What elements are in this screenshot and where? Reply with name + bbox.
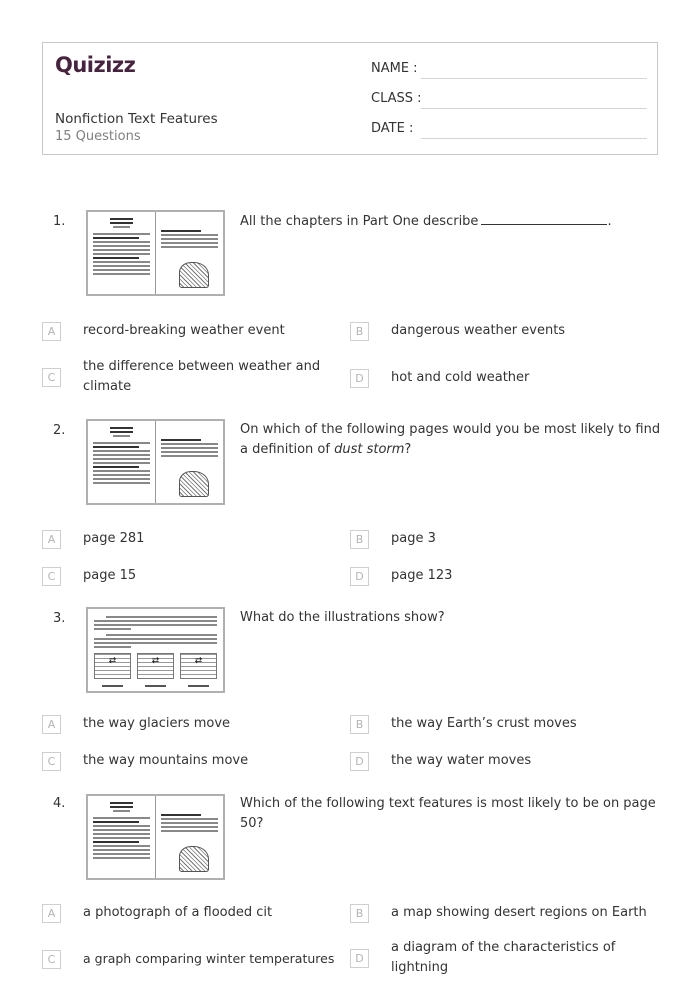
option-c[interactable]: [42, 949, 334, 969]
option-letter-box[interactable]: A: [42, 530, 61, 549]
answer-blank: [481, 213, 607, 225]
option-text: record-breaking weather event: [83, 323, 285, 338]
option-text: a diagram of the characteristics of lightning: [391, 940, 616, 975]
option-d[interactable]: [350, 566, 452, 586]
option-text: the way water moves: [391, 753, 532, 768]
option-text: a graph comparing winter temperatures: [83, 951, 335, 966]
option-d[interactable]: [350, 751, 531, 771]
convergent-boundary-illustration: [180, 653, 217, 679]
question-text: All the chapters in Part One describe .: [240, 214, 612, 229]
option-text: the way glaciers move: [83, 716, 231, 731]
question-text: What do the illustrations show?: [240, 610, 445, 625]
option-text: a map showing desert regions on Earth: [391, 905, 647, 920]
option-b[interactable]: [350, 529, 436, 549]
option-letter-box[interactable]: C: [42, 752, 61, 771]
option-letter-box[interactable]: C: [42, 950, 61, 969]
option-a[interactable]: [42, 321, 285, 341]
class-field[interactable]: [371, 91, 421, 106]
question-count: 15 Questions: [55, 129, 141, 144]
table-of-contents-image: [86, 210, 225, 296]
option-b[interactable]: [350, 321, 565, 341]
date-line[interactable]: [421, 138, 647, 139]
worksheet-title: Nonfiction Text Features: [55, 111, 218, 127]
option-text: the difference between weather and climate: [83, 359, 321, 394]
option-text: the way Earth’s crust moves: [391, 716, 577, 731]
option-text: a photograph of a flooded cit: [83, 905, 273, 920]
divergent-boundary-illustration: [94, 653, 131, 679]
class-label: CLASS :: [371, 91, 422, 106]
option-text: dangerous weather events: [391, 323, 566, 338]
option-b[interactable]: [350, 714, 577, 734]
option-d[interactable]: [350, 938, 641, 978]
name-field[interactable]: [371, 61, 421, 76]
option-letter-box[interactable]: B: [350, 530, 369, 549]
option-letter-box[interactable]: D: [350, 752, 369, 771]
option-text: page 15: [83, 568, 137, 583]
name-line[interactable]: [421, 78, 647, 79]
name-label: NAME :: [371, 61, 418, 76]
option-a[interactable]: [42, 529, 144, 549]
date-label: DATE :: [371, 121, 414, 136]
option-b[interactable]: [350, 903, 647, 923]
question-number: 3.: [53, 611, 66, 626]
worksheet-header: [42, 42, 658, 155]
option-letter-box[interactable]: A: [42, 322, 61, 341]
option-c[interactable]: [42, 566, 136, 586]
table-of-contents-image: [86, 794, 225, 880]
date-field[interactable]: [371, 121, 421, 136]
option-a[interactable]: [42, 903, 272, 923]
question-number: 2.: [53, 423, 66, 438]
option-a[interactable]: [42, 714, 230, 734]
option-letter-box[interactable]: C: [42, 567, 61, 586]
option-letter-box[interactable]: C: [42, 368, 61, 387]
option-text: page 281: [83, 531, 145, 546]
question-number: 4.: [53, 796, 66, 811]
quizizz-logo: Quizizz: [55, 53, 136, 77]
option-letter-box[interactable]: D: [350, 369, 369, 388]
option-letter-box[interactable]: D: [350, 567, 369, 586]
option-text: page 123: [391, 568, 453, 583]
option-letter-box[interactable]: A: [42, 715, 61, 734]
plate-boundaries-image: [86, 607, 225, 693]
option-letter-box[interactable]: A: [42, 904, 61, 923]
option-c[interactable]: [42, 357, 333, 397]
option-text: page 3: [391, 531, 436, 546]
question-number: 1.: [53, 214, 66, 229]
option-letter-box[interactable]: B: [350, 904, 369, 923]
option-d[interactable]: [350, 368, 529, 388]
table-of-contents-image: [86, 419, 225, 505]
question-text: On which of the following pages would you be most likely to find a definition of dust storm?: [240, 422, 661, 457]
option-letter-box[interactable]: B: [350, 715, 369, 734]
class-line[interactable]: [421, 108, 647, 109]
option-letter-box[interactable]: D: [350, 949, 369, 968]
question-text: Which of the following text features is most likely to be on page 50?: [240, 796, 656, 831]
option-text: hot and cold weather: [391, 370, 530, 385]
transform-boundary-illustration: [137, 653, 174, 679]
option-letter-box[interactable]: B: [350, 322, 369, 341]
option-text: the way mountains move: [83, 753, 249, 768]
option-c[interactable]: [42, 751, 248, 771]
